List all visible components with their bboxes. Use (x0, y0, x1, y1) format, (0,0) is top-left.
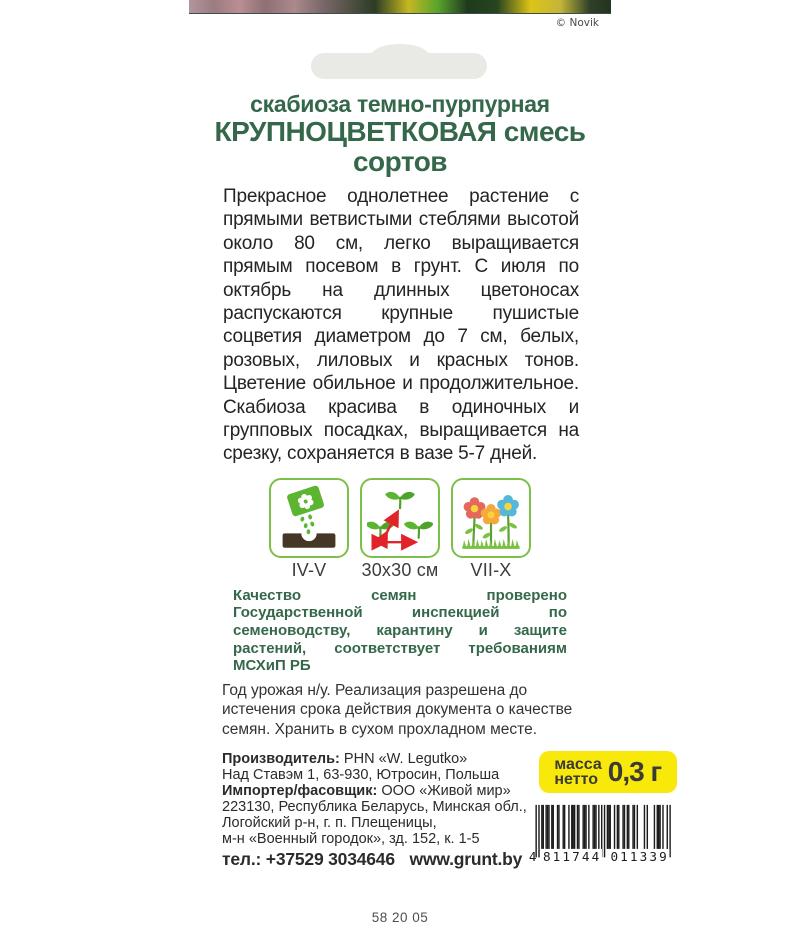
barcode (527, 803, 677, 865)
pictogram-row (189, 478, 611, 581)
quality-certification-note: Качество семян проверено Государственной инспекцией по семеноводству, карантину и защите растений, соответствует требованиям МСХиП РБ (233, 586, 567, 675)
importer-value: ООО «Живой мир» (381, 783, 511, 800)
sowing-icon (269, 478, 349, 558)
spacing-icon (360, 478, 440, 558)
planting-scheme-label: 30x30 см (361, 559, 439, 580)
producer-line (222, 752, 527, 768)
svg-text:011339: 011339 (610, 849, 667, 865)
producer-address: Над Ставэм 1, 63-930, Ютросин, Польша (222, 767, 500, 784)
importer-address-2: Логойский р-н, г. п. Плещеницы, (222, 814, 437, 831)
tel-label: тел.: (222, 848, 262, 869)
svg-text:4: 4 (528, 849, 537, 865)
tel-value: +37529 3034646 (265, 848, 395, 869)
importer-address-3: м-н «Военный городок», зд. 152, к. 1-5 (222, 830, 480, 847)
species-name: скабиоза темно-пурпурная (250, 91, 550, 117)
pictogram-spacing (360, 478, 440, 581)
producer-label: Производитель: (222, 751, 340, 768)
importer-line (222, 784, 527, 800)
pictogram-flowering (451, 478, 531, 581)
flowering-icon (451, 478, 531, 558)
importer-label: Импортер/фасовщик: (222, 783, 378, 800)
address-block (222, 749, 527, 867)
importer-address-1: 223130, Республика Беларусь, Минская обл., (222, 799, 527, 816)
photo-copyright: © Novik (555, 17, 599, 29)
sowing-period-label: IV-V (291, 559, 327, 580)
batch-code: 58 20 05 (371, 909, 429, 925)
hang-tab-diecut (189, 41, 611, 79)
variety-name: КРУПНОЦВЕТКОВАЯ смесь сортов (214, 116, 586, 177)
seed-packet-back (189, 0, 667, 925)
website: www.grunt.by (409, 848, 523, 869)
storage-note: Год урожая н/у. Реализация разрешена до истечения срока действия документа о качестве семян. Хранить в сухом прохладном месте. (222, 681, 573, 738)
contact-line (222, 848, 527, 869)
pictogram-sowing (269, 478, 349, 581)
front-photo-edge-strip (189, 0, 611, 14)
hang-tab-body (311, 53, 487, 79)
net-weight-label: масса нетто (554, 756, 602, 789)
svg-text:811744: 811744 (542, 849, 599, 865)
net-weight-badge (539, 751, 677, 793)
flowering-period-label: VII-X (470, 559, 512, 580)
weight-and-barcode (527, 749, 677, 867)
bottom-section (222, 749, 667, 869)
producer-value: PHN «W. Legutko» (343, 751, 468, 768)
product-title (189, 91, 611, 177)
plant-description: Прекрасное однолетнее растение с прямыми ветвистыми стеблями высотой около 80 см, легко выращивается прямым посевом в грунт. С июля по октябрь на длинных цветоносах распускаются крупные пушистые соцветия диаметром до 7 см, белых, розовых, лиловых и красных тонов. Цветение обильное и продолжительное. Скабиоза красива в одиночных и групповых посадках, выращивается на срезку, сохраняется в вазе 5-7 дней. (223, 186, 579, 465)
net-weight-value: 0,3 г (607, 756, 662, 788)
